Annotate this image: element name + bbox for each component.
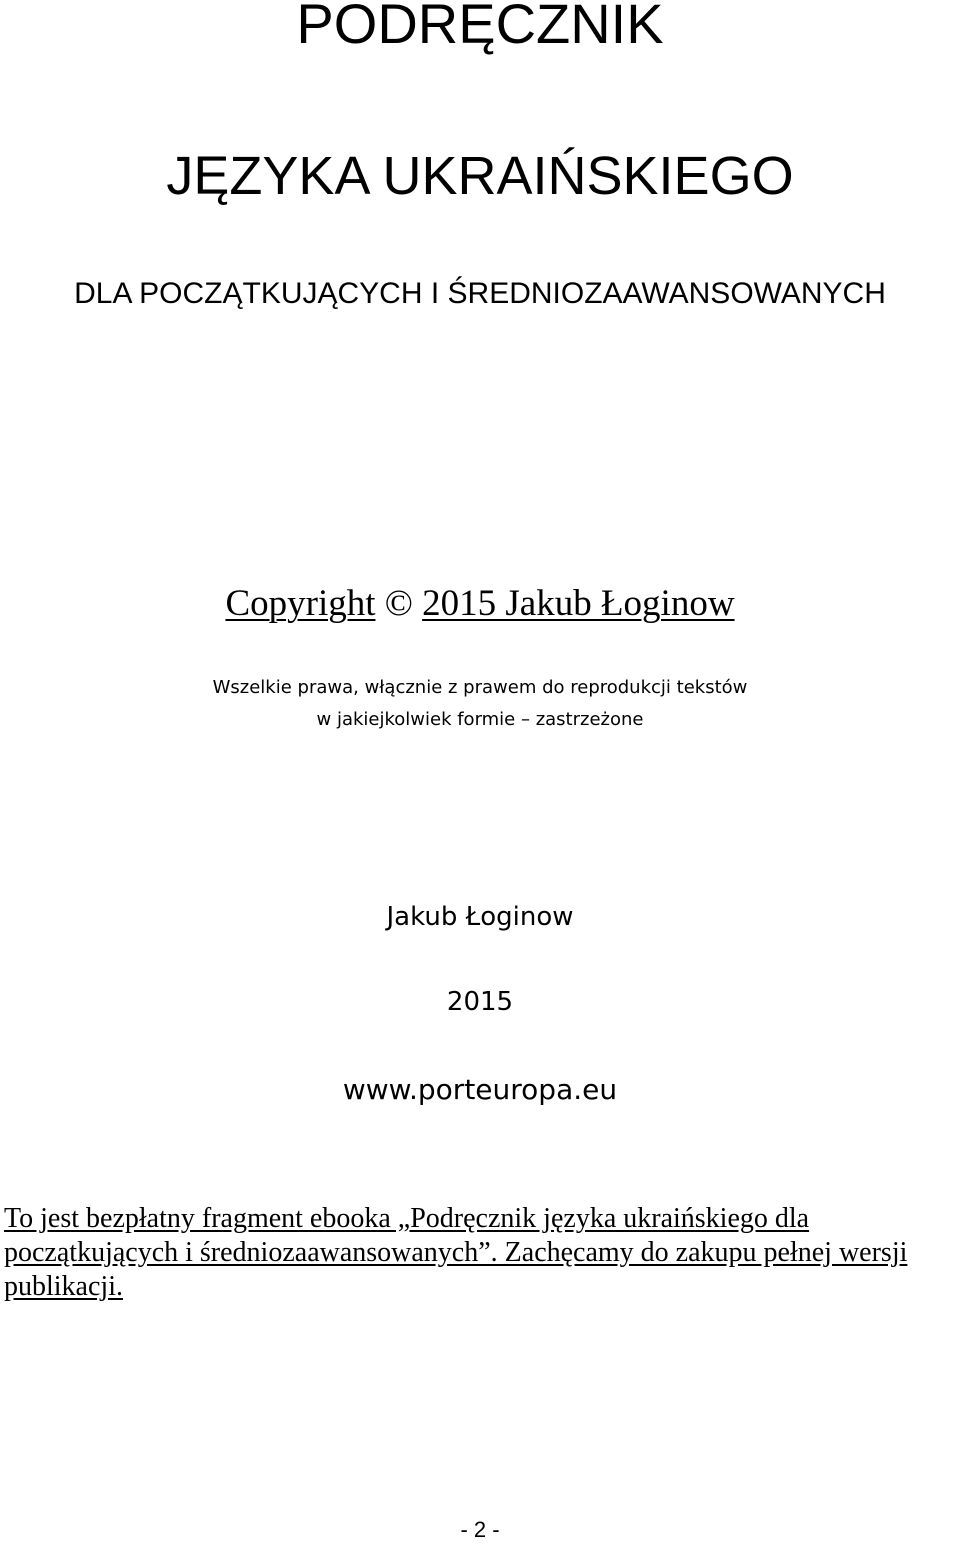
document-title-line-2: JĘZYKA UKRAIŃSKIEGO (166, 146, 794, 206)
website-link[interactable]: www.porteuropa.eu (342, 1073, 618, 1106)
page-number: - 2 - (460, 1517, 500, 1542)
rights-statement-line-1: Wszelkie prawa, włącznie z prawem do reprodukcji tekstów (212, 677, 748, 698)
notice-line-1[interactable]: To jest bezpłatny fragment ebooka „Podręcznik języka ukraińskiego dla (4, 1203, 810, 1234)
author-name: Jakub Łoginow (386, 902, 574, 932)
notice-line-2[interactable]: początkujących i średniozaawansowanych”. Zachęcamy do zakupu pełnej wersji (4, 1237, 908, 1268)
notice-line-3[interactable]: publikacji. (4, 1271, 123, 1302)
copyright-symbol-icon: © (384, 583, 413, 624)
free-fragment-notice[interactable] (4, 1202, 960, 1304)
document-subtitle: DLA POCZĄTKUJĄCYCH I ŚREDNIOZAAWANSOWANYCH (74, 277, 886, 310)
document-title: PODRĘCZNIK (296, 0, 664, 55)
copyright-year-author: 2015 Jakub Łoginow (422, 583, 735, 624)
copyright-line (0, 582, 960, 626)
copyright-label: Copyright (225, 583, 376, 624)
rights-statement-line-2: w jakiejkolwiek formie – zastrzeżone (316, 709, 644, 730)
publication-year: 2015 (446, 987, 514, 1017)
